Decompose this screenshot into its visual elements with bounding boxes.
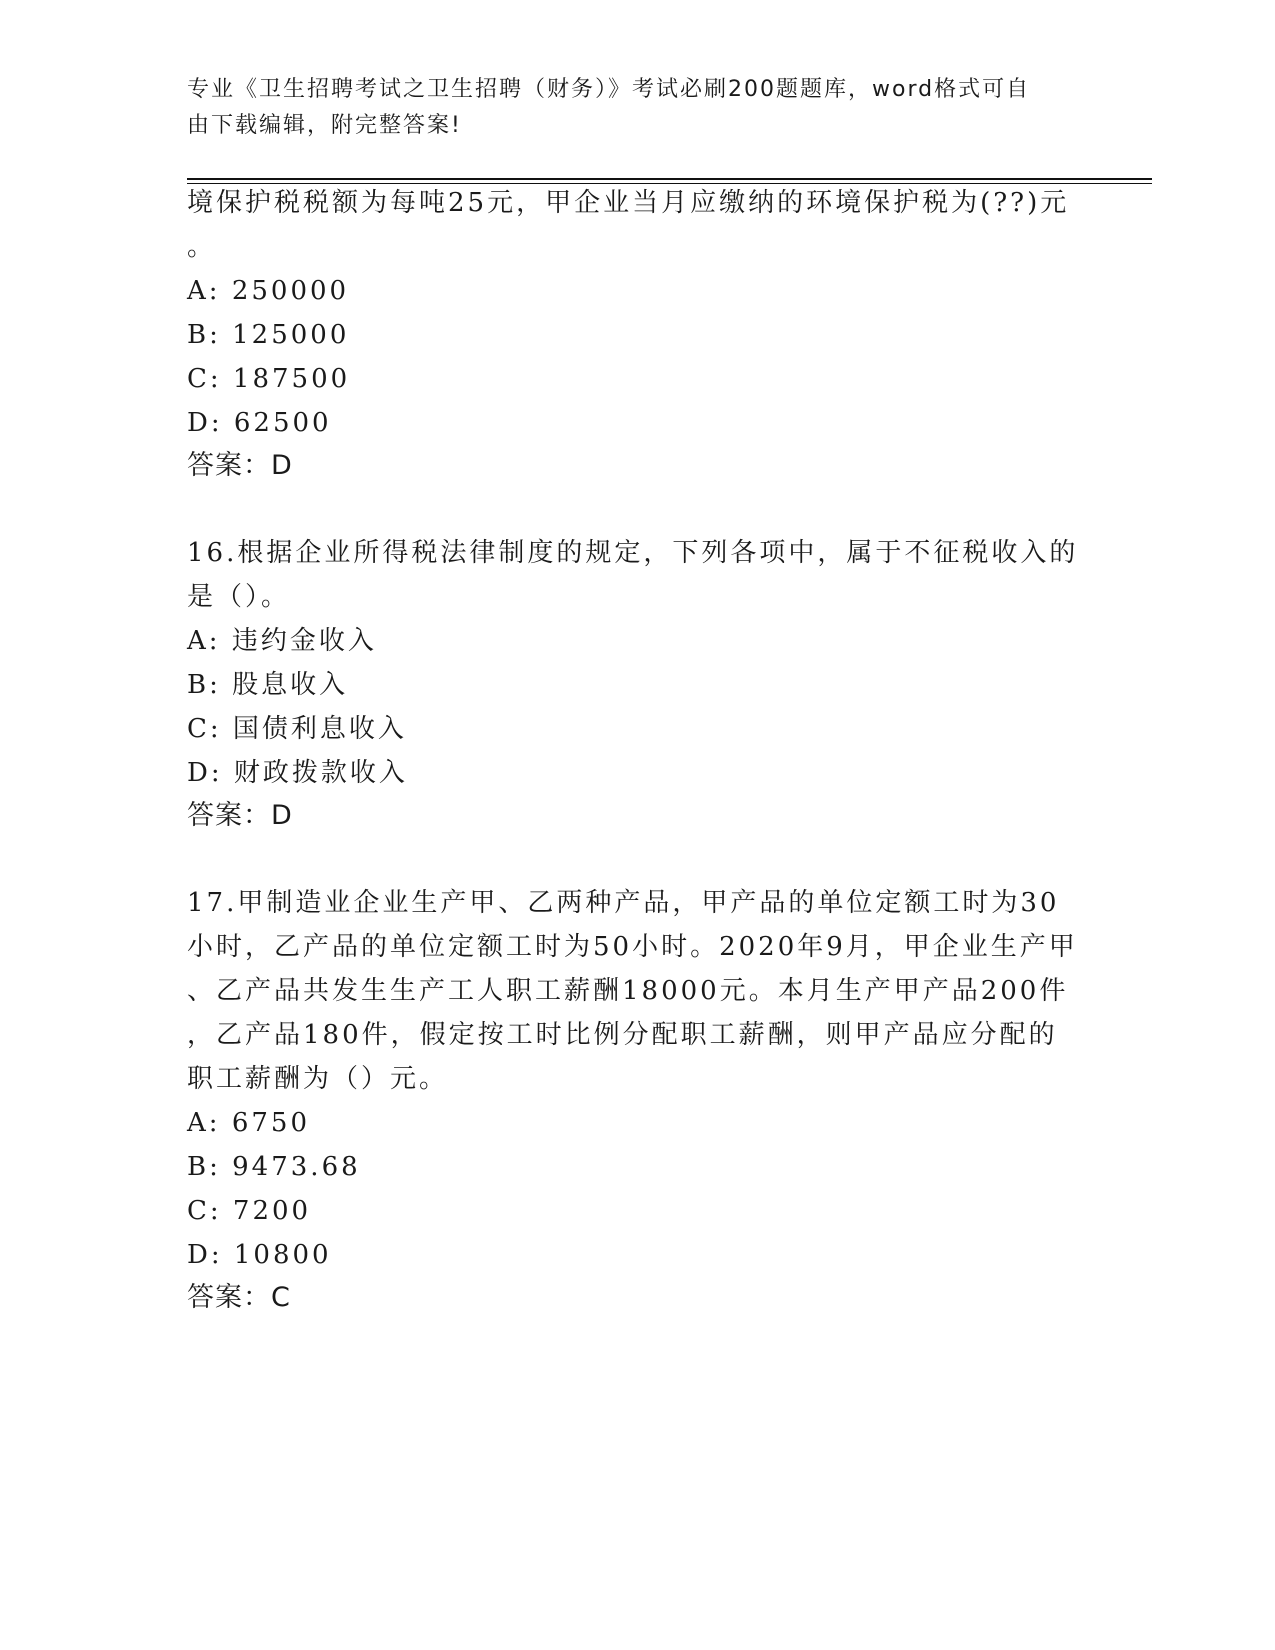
option-text: 6750 [231,1108,310,1138]
q16-option-b [187,670,348,700]
option-label: B: [187,670,221,700]
option-text: 7200 [232,1196,312,1226]
q17-stem-line-1: 17.甲制造业企业生产甲、乙两种产品，甲产品的单位定额工时为30 [187,888,1060,918]
option-label: D: [187,1240,223,1270]
option-text: 250000 [231,276,350,306]
option-text: 62500 [233,408,332,438]
option-label: B: [187,320,221,350]
q16-stem-line-1: 16.根据企业所得税法律制度的规定，下列各项中，属于不征税收入的 [187,538,1079,568]
q17-option-a [187,1108,310,1138]
q17-stem-line-3: 、乙产品共发生生产工人职工薪酬18000元。本月生产甲产品200件 [187,976,1069,1006]
q15-option-b [187,320,349,350]
q16-stem-line-2: 是（）。 [187,582,291,612]
option-text: 187500 [232,364,351,394]
option-label: A: [187,276,221,306]
option-label: A: [187,1108,221,1138]
q15-option-c [187,364,350,394]
q17-stem-line-4: ，乙产品180件，假定按工时比例分配职工薪酬，则甲产品应分配的 [187,1020,1058,1050]
header-divider-thick [187,178,1152,180]
option-text: 国债利息收入 [232,714,407,744]
q17-stem-line-5: 职工薪酬为（）元。 [187,1064,449,1094]
q17-option-b [187,1152,361,1182]
option-label: C: [187,364,222,394]
option-text: 股息收入 [232,670,349,700]
q16-option-d [187,758,408,788]
option-label: D: [187,758,223,788]
option-label: A: [187,626,221,656]
q15-option-a [187,276,349,306]
q17-option-c [187,1196,311,1226]
q17-option-d [187,1240,332,1270]
option-text: 违约金收入 [231,626,377,656]
q16-option-a [187,626,377,656]
option-label: D: [187,408,223,438]
q15-stem-line-1: 境保护税税额为每吨25元，甲企业当月应缴纳的环境保护税为(??)元 [187,188,1070,218]
option-label: B: [187,1152,221,1182]
q17-stem-line-2: 小时，乙产品的单位定额工时为50小时。2020年9月，甲企业生产甲 [187,932,1078,962]
option-text: 10800 [233,1240,332,1270]
q15-answer: 答案：D [187,450,293,481]
header-line-1: 专业《卫生招聘考试之卫生招聘（财务）》考试必刷200题题库，word格式可自 [187,77,1031,102]
document-header [187,72,1067,144]
q16-answer: 答案：D [187,800,293,831]
option-text: 9473.68 [232,1152,361,1182]
q16-option-c [187,714,407,744]
q15-option-d [187,408,332,438]
header-line-2: 由下载编辑，附完整答案! [187,113,462,138]
option-label: C: [187,714,222,744]
header-divider-thin [187,183,1152,184]
q17-answer: 答案：C [187,1282,291,1313]
option-text: 财政拨款收入 [233,758,408,788]
option-label: C: [187,1196,222,1226]
q15-stem-line-2: 。 [187,232,217,262]
option-text: 125000 [232,320,350,350]
